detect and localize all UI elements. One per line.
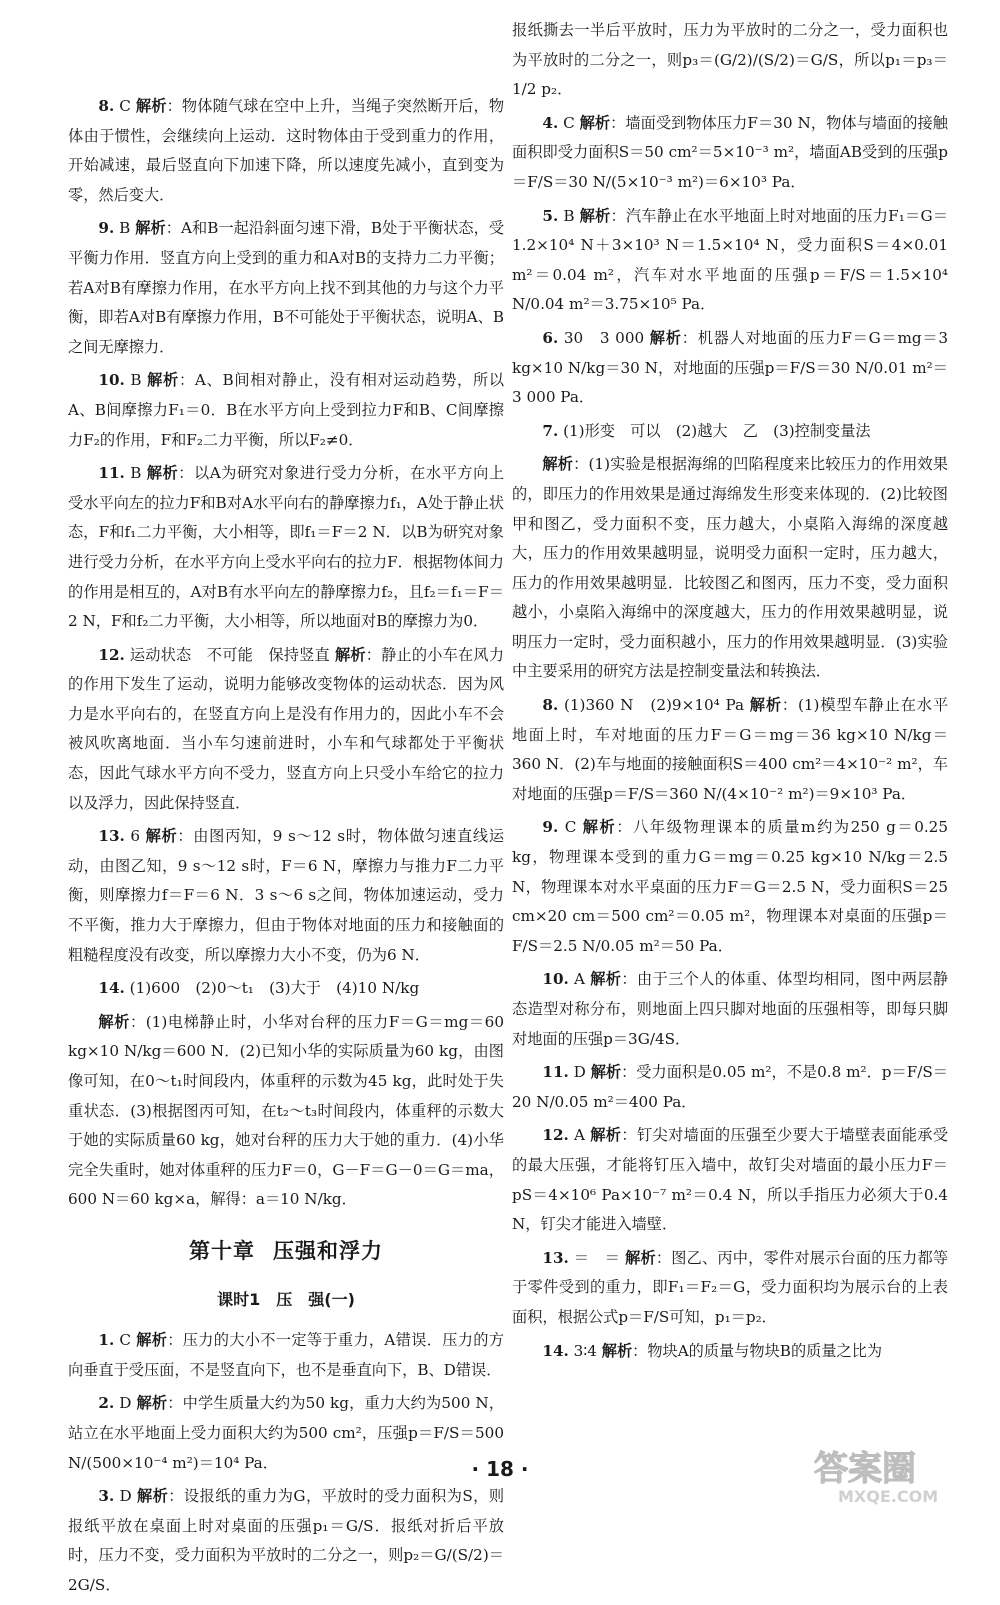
svg-text:MXQE.COM: MXQE.COM	[838, 1487, 939, 1506]
question-number: 10.	[542, 970, 569, 989]
analysis-label: 解析	[135, 219, 166, 238]
answer-key: (1)600 (2)0～t₁ (3)大于 (4)10 N/kg	[129, 979, 420, 998]
analysis-text: ：(1)实验是根据海绵的凹陷程度来比较压力的作用效果的，即压力的作用效果是通过海绵发生形变来体现的．(2)比较图甲和图乙，受力面积不变，压力越大，小桌陷入海绵的深度越大，压力的作用效果越明显，说明受力面积一定时，压力越大，压力的作用效果越明显．比较图乙和图丙，压力不变，受力面积越小，小桌陷入海绵中的深度越大，压力的作用效果越明显，说明压力一定时，受力面积越小，压力的作用效果越明显．(3)实验中主要采用的研究方法是控制变量法和转换法．	[512, 455, 949, 681]
answer-item	[512, 965, 948, 1054]
chapter-heading	[68, 1237, 504, 1267]
watermark-logo	[808, 1440, 994, 1508]
page-number: · 18 ·	[471, 1457, 529, 1481]
answer-key: D	[119, 1394, 132, 1413]
analysis-label: 解析	[136, 1394, 168, 1413]
analysis-text: ：八年级物理课本的质量m约为250 g＝0.25 kg，物理课本受到的重力G＝mg＝0.25 kg×10 N/kg＝2.5 N，物理课本对水平桌面的压力F＝G＝2.5 N，受力面积S＝25 cm×20 cm＝500 cm²＝0.05 m²，物理课本对桌面的压强p＝F/S＝2.5 N/0.05 m²＝50 Pa．	[512, 818, 949, 955]
question-number: 7.	[542, 421, 559, 440]
answer-key: D	[119, 1487, 132, 1506]
analysis-label: 解析	[579, 206, 611, 225]
answer-key: A	[574, 970, 586, 989]
answer-key: B	[130, 464, 142, 483]
analysis-text: ：(1)电梯静止时，小华对台秤的压力F＝G＝mg＝60 kg×10 N/kg＝600 N．(2)已知小华的实际质量为60 kg，由图像可知，在0～t₁时间段内，体重秤的示数为45 kg，此时处于失重状态．(3)根据图丙可知，在t₂～t₃时间段内，体重秤的示数大于她的实际质量60 kg，她对台秤的压力大于她的重力．(4)小华完全失重时，她对体重秤的压力F＝0，G－F＝G－0＝G＝ma，600 N＝60 kg×a，解得：a＝10 N/kg．	[68, 1012, 504, 1209]
analysis-text: ：A、B间相对静止，没有相对运动趋势，所以A、B间摩擦力F₁＝0．B在水平方向上受到拉力F和B、C间摩擦力F₂的作用，F和F₂二力平衡，所以F₂≠0．	[68, 371, 505, 449]
question-number: 12.	[98, 645, 125, 664]
analysis-label: 解析	[137, 1487, 169, 1506]
answer-key: C	[563, 113, 575, 132]
answer-item	[512, 813, 948, 961]
answer-item	[512, 1121, 948, 1239]
answer-item	[68, 1326, 504, 1385]
answer-item	[512, 109, 948, 198]
analysis-text: ：以A为研究对象进行受力分析，在水平方向上受水平向左的拉力F和B对A水平向右的静摩擦力f₁，A处于静止状态，F和f₁二力平衡，大小相等，即f₁＝F＝2 N．以B为研究对象进行受力分析，在水平方向上受水平向右的拉力F．根据物体间力的作用是相互的，A对B有水平向左的静摩擦力f₂，且f₂＝f₁＝F＝2 N，F和f₂二力平衡，大小相等，所以地面对B的摩擦力为0．	[68, 464, 505, 631]
analysis-text: ：由图丙知，9 s～12 s时，物体做匀速直线运动，由图乙知，9 s～12 s时，F＝6 N，摩擦力与推力F二力平衡，则摩擦力f＝F＝6 N．3 s～6 s之间，物体加速运动，受力不平衡，推力大于摩擦力，但由于物体对地面的压力和接触面的粗糙程度没有改变，所以摩擦力大小不变，仍为6 N．	[68, 827, 505, 964]
analysis-label: 解析	[145, 827, 178, 846]
analysis-label: 解析	[135, 97, 167, 115]
answer-item	[68, 92, 504, 210]
question-number: 13.	[98, 827, 125, 846]
answer-key: 30 3 000	[563, 328, 645, 347]
analysis-text: ：机器人对地面的压力F＝G＝mg＝3 kg×10 N/kg＝30 N，对地面的压强p＝F/S＝30 N/0.01 m²＝3 000 Pa．	[512, 328, 949, 407]
answer-item	[68, 974, 504, 1004]
analysis-label: 解析	[579, 113, 611, 132]
answer-item	[68, 366, 504, 455]
answer-item	[68, 214, 504, 362]
lesson-number: 课时1	[217, 1289, 261, 1309]
answer-item	[512, 202, 948, 320]
analysis-text: ：墙面受到物体压力F＝30 N，物体与墙面的接触面积即受力面积S＝50 cm²＝5×10⁻³ m²，墙面AB受到的压强p＝F/S＝30 N/(5×10⁻³ m²)＝6×10³ Pa．	[512, 113, 948, 191]
answer-key: (1)360 N (2)9×10⁴ Pa	[563, 696, 745, 715]
question-number: 14.	[542, 1341, 569, 1360]
answer-key: 6	[130, 827, 141, 846]
question-number: 14.	[98, 979, 125, 998]
answer-item	[512, 1337, 948, 1367]
question-number: 10.	[98, 371, 125, 390]
answer-key: A	[574, 1126, 586, 1145]
analysis-text: ：(1)模型车静止在水平地面上时，车对地面的压力F＝G＝mg＝36 kg×10 N/kg＝360 N．(2)车与地面的接触面积S＝400 cm²＝4×10⁻² m²，车对地面的压强p＝F/S＝360 N/(4×10⁻² m²)＝9×10³ Pa．	[512, 696, 949, 803]
analysis-text: ：由于三个人的体重、体型均相同，图中两层静态造型对称分布，则地面上四只脚对地面的压强相等，即每只脚对地面的压强p＝3G/4S．	[512, 970, 949, 1048]
answer-item	[512, 16, 948, 105]
analysis-text: ：中学生质量大约为50 kg，重力大约为500 N，站立在水平地面上受力面积大约为500 cm²，压强p＝F/S＝500 N/(500×10⁻⁴ m²)＝10⁴ Pa．	[68, 1394, 505, 1472]
question-number: 12.	[542, 1126, 569, 1145]
answer-key: D	[573, 1063, 586, 1082]
question-number: 4.	[542, 113, 559, 132]
lesson-heading	[68, 1285, 504, 1315]
analysis-label: 解析	[582, 818, 617, 837]
lesson-title: 压 强(一)	[276, 1289, 355, 1309]
question-number: 1.	[98, 1331, 115, 1350]
question-number: 13.	[542, 1248, 569, 1267]
answer-key: ＝ ＝	[573, 1248, 621, 1267]
analysis-text: ：设报纸的重力为G，平放时的受力面积为S，则报纸平放在桌面上时对桌面的压强p₁＝G/S．报纸对折后平放时，压力不变，受力面积为平放时的二分之一，则p₂＝G/(S/2)＝2G/S．	[68, 1487, 505, 1594]
analysis-label: 解析	[590, 1063, 622, 1082]
analysis-text: ：物块A的质量与物块B的质量之比为	[632, 1341, 883, 1360]
answer-item	[68, 641, 504, 819]
chapter-title: 压强和浮力	[273, 1238, 383, 1263]
answer-item	[512, 417, 948, 447]
left-column	[68, 92, 504, 1605]
chapter-number: 第十章	[189, 1238, 255, 1263]
analysis-text: 报纸撕去一半后平放时，压力为平放时的二分之一，受力面积也为平放时的二分之一，则p₃＝(G/2)/(S/2)＝G/S，所以p₁＝p₃＝1/2 p₂．	[512, 21, 948, 99]
question-number: 3.	[98, 1487, 115, 1506]
analysis-label: 解析	[749, 696, 782, 715]
question-number: 11.	[542, 1063, 569, 1082]
analysis-label: 解析	[146, 464, 179, 483]
answer-key: C	[119, 1331, 132, 1350]
question-number: 9.	[98, 219, 115, 238]
answer-item	[512, 691, 948, 809]
right-column	[512, 21, 949, 1370]
answer-item	[512, 1244, 948, 1333]
answer-item	[512, 324, 948, 413]
question-number: 8.	[542, 696, 559, 715]
answer-key: 运动状态 不可能 保持竖直	[129, 645, 330, 664]
question-number: 5.	[542, 206, 559, 225]
answer-item	[512, 1058, 948, 1117]
analysis-text: ：汽车静止在水平地面上时对地面的压力F₁＝G＝1.2×10⁴ N＋3×10³ N＝1.5×10⁴ N，受力面积S＝4×0.01 m²＝0.04 m²，汽车对水平地面的压强p＝F/S＝1.5×10⁴ N/0.04 m²＝3.75×10⁵ Pa．	[512, 206, 949, 314]
analysis-label: 解析	[601, 1341, 633, 1360]
answer-key: (1)形变 可以 (2)越大 乙 (3)控制变量法	[563, 421, 871, 440]
question-number: 8.	[98, 97, 115, 115]
analysis-text: ：压力的大小不一定等于重力，A错误．压力的方向垂直于受压面，不是竖直向下，也不是垂直向下，B、D错误．	[68, 1331, 505, 1379]
answer-key: C	[119, 97, 131, 115]
analysis-text: ：物体随气球在空中上升，当绳子突然断开后，物体由于惯性，会继续向上运动．这时物体由于受到重力的作用，开始减速，最后竖直向下加速下降，所以速度先减小，直到变为零，然后变大．	[68, 97, 505, 204]
analysis-label: 解析	[98, 1012, 130, 1031]
analysis-label: 解析	[649, 328, 682, 347]
svg-text:答案圈: 答案圈	[814, 1449, 916, 1489]
answer-key: B	[130, 371, 142, 390]
analysis-text: ：钉尖对墙面的压强至少要大于墙壁表面能承受的最大压强，才能将钉压入墙中，故钉尖对墙面的最小压力F＝pS＝4×10⁶ Pa×10⁻⁷ m²＝0.4 N，所以手指压力必须大于0.4 N，钉尖才能进入墙壁．	[512, 1126, 949, 1234]
analysis-text: ：受力面积是0.05 m²，不是0.8 m²．p＝F/S＝20 N/0.05 m²＝400 Pa．	[512, 1063, 948, 1111]
analysis-label: 解析	[590, 1126, 622, 1145]
analysis-label: 解析	[334, 645, 366, 664]
answer-item	[68, 1008, 504, 1215]
question-number: 9.	[542, 818, 559, 837]
analysis-label: 解析	[147, 371, 179, 390]
answer-key: 3∶4	[573, 1341, 597, 1360]
answer-item	[68, 822, 504, 970]
answer-item	[68, 1482, 504, 1600]
answer-key: C	[564, 818, 577, 837]
answer-key: B	[119, 219, 131, 238]
question-number: 11.	[98, 464, 125, 483]
analysis-label: 解析	[542, 455, 574, 474]
analysis-text: ：A和B一起沿斜面匀速下滑，B处于平衡状态，受平衡力作用．竖直方向上受到的重力和A对B的支持力二力平衡；若A对B有摩擦力作用，在水平方向上找不到其他的力与这个力平衡，即若A对B有摩擦力作用，B不可能处于平衡状态，说明A、B之间无摩擦力．	[68, 219, 505, 356]
analysis-text: ：静止的小车在风力的作用下发生了运动，说明力能够改变物体的运动状态．因为风力是水平向右的，在竖直方向上是没有作用力的，因此小车不会被风吹离地面．当小车匀速前进时，小车和气球都处于平衡状态，因此气球水平方向不受力，竖直方向上只受小车给它的拉力以及浮力，因此保持竖直．	[68, 645, 505, 812]
answer-item	[68, 459, 504, 637]
analysis-label: 解析	[625, 1248, 656, 1267]
analysis-text: ：图乙、丙中，零件对展示台面的压力都等于零件受到的重力，即F₁＝F₂＝G，受力面积均为展示台的上表面积，根据公式p＝F/S可知，p₁＝p₂．	[512, 1248, 949, 1326]
answer-key: B	[563, 206, 575, 225]
analysis-label: 解析	[590, 970, 622, 989]
answer-item	[512, 450, 948, 687]
analysis-label: 解析	[136, 1331, 168, 1350]
question-number: 2.	[98, 1394, 115, 1413]
question-number: 6.	[542, 328, 559, 347]
